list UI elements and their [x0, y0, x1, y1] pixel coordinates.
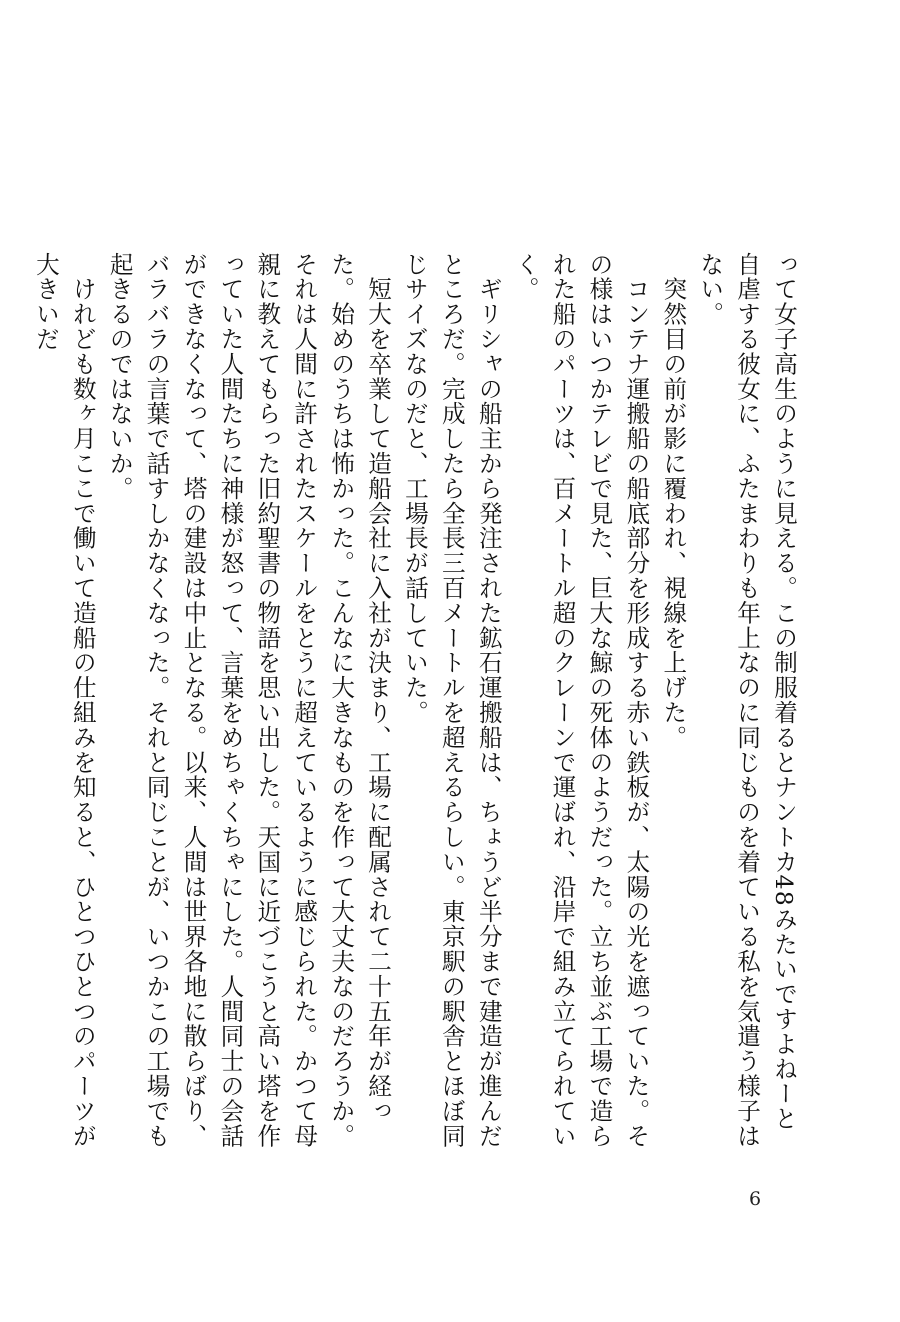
paragraph-5: 短大を卒業して造船会社に入社が決まり、工場に配属されて二十五年が経った。始めのうちは怖かった。こんなに大きなものを作って大丈夫なのだろうか。それは人間に許されたスケールをとうに超えているように感じられた。かつて母親に教えてもらった旧約聖書の物語を思い出した。天国に近づこうと高い塔を作っていた人間たちに神様が怒って、言葉をめちゃくちゃにした。人間同士の会話ができなくなって、塔の建設は中止となる。以来、人間は世界各地に散らばり、バラバラの言葉で話すしかなくなった。それと同じことが、いつかこの工場でも起きるのではないか。: [105, 252, 393, 1149]
vertical-text-body: [27, 252, 802, 1152]
paragraph-2: 突然目の前が影に覆われ、視線を上げた。: [659, 252, 688, 750]
paragraph-6: けれども数ヶ月ここで働いて造船の仕組みを知ると、ひとつひとつのパーツが大きいだ: [31, 252, 97, 1149]
paragraph-3: コンテナ運搬船の船底部分を形成する赤い鉄板が、太陽の光を遮っていた。その様はいつかテレビで見た、巨大な鯨の死体のようだった。立ち並ぶ工場で造られた船のパーツは、百メートル超のクレーンで運ばれ、沿岸で組み立てられていく。: [511, 252, 651, 1149]
paragraph-1: って女子高生のように見える。この制服着るとナントカ48みたいですよねーと自虐する彼女に、ふたまわりも年上なのに同じものを着ている私を気遣う様子はない。: [696, 252, 798, 1149]
paragraph-4: ギリシャの船主から発注された鉱石運搬船は、ちょうど半分まで建造が進んだところだ。完成したら全長三百メートルを超えるらしい。東京駅の駅舎とほぼ同じサイズなのだと、工場長が話していた。: [400, 252, 503, 1149]
page-number: 6: [748, 1188, 762, 1210]
